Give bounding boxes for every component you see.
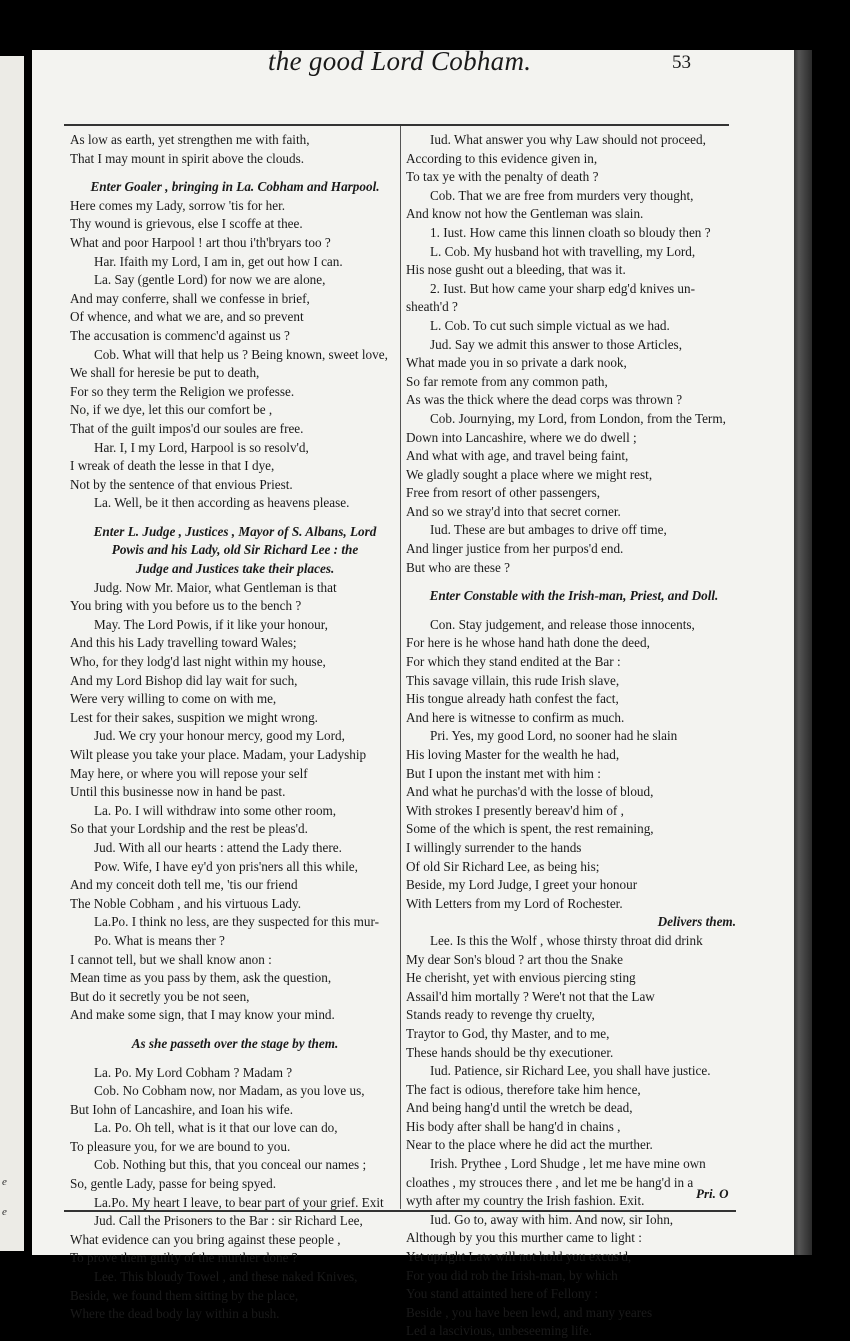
text-line: Free from resort of other passengers, <box>406 485 601 501</box>
text-line: Har. Ifaith my Lord, I am in, get out how I can. <box>94 253 343 269</box>
text-line: And make some sign, that I may know your mind. <box>70 1007 335 1023</box>
text-line: 2. Iust. But how came your sharp edg'd knives un- <box>430 280 695 296</box>
text-line: La. Po. Oh tell, what is it that our love can do, <box>94 1120 338 1136</box>
running-title: the good Lord Cobham. <box>268 46 532 76</box>
text-line: His tongue already hath confest the fact, <box>406 691 619 707</box>
text-line: So, gentle Lady, passe for being spyed. <box>70 1176 277 1192</box>
text-line: You stand attainted here of Fellony : <box>406 1286 599 1302</box>
text-line: L. Cob. To cut such simple victual as we had. <box>430 317 670 333</box>
text-line: His body after shall be hang'd in chains , <box>406 1118 621 1134</box>
text-line: Cob. Nothing but this, that you conceal our names ; <box>94 1157 367 1173</box>
text-line: 1. Iust. How came this linnen cloath so bloudy then ? <box>430 224 711 240</box>
text-line: Led a lascivious, unbeseeming life. <box>406 1323 593 1339</box>
text-line: Some of the which is spent, the rest remaining, <box>406 821 654 837</box>
text-line: As was the thick where the dead corps was thrown ? <box>406 392 683 408</box>
text-line: This savage villain, this rude Irish slave, <box>406 672 620 688</box>
catchword: Pri. O <box>696 1186 729 1201</box>
text-line: La.Po. I think no less, are they suspected for this mur- <box>94 914 380 930</box>
text-line: And linger justice from her purpos'd end. <box>406 541 624 557</box>
text-line: Jud. Call the Prisoners to the Bar : sir Richard Lee, <box>94 1213 363 1229</box>
text-line: Wilt please you take your place. Madam, your Ladyship <box>70 747 367 762</box>
text-line: Jud. We cry your honour mercy, good my Lord, <box>94 728 345 744</box>
text-line: Who, for they lodg'd last night within my house, <box>70 654 326 670</box>
line-gap <box>406 606 742 616</box>
stage-direction: As she passeth over the stage by them. <box>131 1035 339 1051</box>
text-line: Pri. Yes, my good Lord, no sooner had he slain <box>430 728 678 744</box>
text-line: His loving Master for the wealth he had, <box>406 747 620 762</box>
text-line: La. Well, be it then according as heavens please. <box>94 495 350 511</box>
text-line: The Noble Cobham , and his virtuous Lady. <box>70 895 301 911</box>
text-line: Jud. Say we admit this answer to those Articles, <box>430 336 682 352</box>
text-line: Were very willing to come on with me, <box>70 691 277 707</box>
facing-page-fragment: e <box>2 1176 7 1188</box>
text-line: Yet upright Law will not hold you excus'd, <box>406 1249 632 1265</box>
line-gap <box>406 577 742 587</box>
text-line: Stands ready to revenge thy cruelty, <box>406 1007 595 1023</box>
text-line: With strokes I presently bereav'd him of , <box>406 802 624 818</box>
text-line: We shall for heresie be put to death, <box>70 365 260 381</box>
text-line: Irish. Prythee , Lord Shudge , let me have mine own <box>430 1156 706 1172</box>
text-line: For which they stand endited at the Bar : <box>406 654 621 670</box>
text-line: For you did rob the Irish-man, by which <box>406 1267 618 1283</box>
text-line: La. Po. My Lord Cobham ? Madam ? <box>94 1064 293 1080</box>
text-line: Iud. Go to, away with him. And now, sir Iohn, <box>430 1211 674 1227</box>
text-line: Cob. No Cobham now, nor Madam, as you love us, <box>94 1083 365 1099</box>
text-line: And my conceit doth tell me, 'tis our friend <box>70 877 298 893</box>
text-line: And being hang'd until the wretch be dead, <box>406 1100 633 1116</box>
text-line: As low as earth, yet strengthen me with faith, <box>70 132 310 147</box>
text-line: Judg. Now Mr. Maior, what Gentleman is that <box>94 579 337 595</box>
text-line: And what with age, and travel being faint, <box>406 448 629 464</box>
text-line: To pleasure you, for we are bound to you. <box>70 1138 291 1154</box>
text-line: La.Po. My heart I leave, to bear part of your grief. Exit <box>94 1194 384 1210</box>
text-line: What evidence can you bring against these people , <box>70 1231 341 1247</box>
text-line: The accusation is commenc'd against us ? <box>70 327 290 343</box>
text-line: Of old Sir Richard Lee, as being his; <box>406 858 600 874</box>
text-line: What made you in so private a dark nook, <box>406 355 627 371</box>
text-line: May here, or where you will repose your self <box>70 765 308 781</box>
text-line: Thy wound is grievous, else I scoffe at thee. <box>70 216 303 232</box>
text-line: wyth after my country the Irish fashion. Exit. <box>406 1193 645 1209</box>
stage-direction: Enter Goaler , bringing in La. Cobham and Harpool. <box>90 179 380 195</box>
text-line: And this his Lady travelling toward Wales; <box>70 635 297 651</box>
line-gap <box>70 1054 400 1064</box>
text-line: But I upon the instant met with him : <box>406 765 601 781</box>
text-line: Iud. These are but ambages to drive off time, <box>430 522 667 538</box>
text-line: But who are these ? <box>406 559 510 575</box>
line-gap <box>70 168 400 178</box>
text-line: sheath'd ? <box>406 299 458 315</box>
text-line: And here is witnesse to confirm as much. <box>406 709 625 725</box>
text-line: These hands should be thy executioner. <box>406 1044 614 1060</box>
text-line: Pow. Wife, I have ey'd yon pris'ners all this while, <box>94 858 358 874</box>
column-divider <box>400 126 401 1209</box>
text-line: Con. Stay judgement, and release those innocents, <box>430 616 695 632</box>
text-line: Until this businesse now in hand be past. <box>70 784 286 800</box>
right-column <box>406 131 742 1341</box>
page-number: 53 <box>672 52 691 73</box>
stage-direction: Enter Constable with the Irish-man, Priest, and Doll. <box>429 588 719 604</box>
text-line: To prove them guilty of the murther done ? <box>70 1250 298 1266</box>
text-line: Beside, we found them sitting by the place, <box>70 1287 299 1303</box>
text-line: For so they term the Religion we professe. <box>70 383 295 399</box>
text-line: cloathes , my strouces there , and let me be hang'd in a <box>406 1174 694 1190</box>
text-line: Lest for their sakes, suspition we might wrong. <box>70 709 318 725</box>
text-line: Lee. This bloudy Towel , and these naked Knives, <box>94 1269 358 1285</box>
text-line: Not by the sentence of that envious Priest. <box>70 476 293 492</box>
stage-direction: Enter L. Judge , Justices , Mayor of S. Albans, Lord <box>93 523 377 539</box>
text-line: To tax ye with the penalty of death ? <box>406 169 599 185</box>
text-line: And my Lord Bishop did lay wait for such, <box>70 672 298 688</box>
text-line: My dear Son's bloud ? art thou the Snake <box>406 951 624 967</box>
text-line: Po. What is means ther ? <box>94 932 225 948</box>
text-line: For here is he whose hand hath done the deed, <box>406 635 650 651</box>
facing-page-fragment: e <box>2 1206 7 1218</box>
text-line: Har. I, I my Lord, Harpool is so resolv'd, <box>94 439 309 455</box>
text-line: La. Po. I will withdraw into some other room, <box>94 802 337 818</box>
text-line: Near to the place where he did act the murther. <box>406 1137 653 1153</box>
text-line: Cob. What will that help us ? Being known, sweet love, <box>94 346 388 362</box>
text-line: His nose gusht out a bleeding, that was it. <box>406 262 626 278</box>
text-line: Lee. Is this the Wolf , whose thirsty throat did drink <box>430 932 703 948</box>
text-line: Iud. Patience, sir Richard Lee, you shall have justice. <box>430 1063 711 1079</box>
text-line: I willingly surrender to the hands <box>406 839 582 855</box>
text-line: He cherisht, yet with envious piercing sting <box>406 970 636 986</box>
stage-direction: Judge and Justices take their places. <box>135 561 335 577</box>
text-line: Down into Lancashire, where we do dwell ; <box>406 429 637 445</box>
text-line: Traytor to God, thy Master, and to me, <box>406 1025 610 1041</box>
text-line: With Letters from my Lord of Rochester. <box>406 895 623 911</box>
text-line: And what he purchas'd with the losse of bloud, <box>406 784 654 800</box>
page-header <box>30 44 710 84</box>
header-rule <box>64 124 729 126</box>
text-line: You bring with you before us to the bench ? <box>70 598 302 614</box>
text-line: Iud. What answer you why Law should not proceed, <box>430 132 706 147</box>
text-line: Mean time as you pass by them, ask the question, <box>70 970 332 986</box>
text-line: That of the guilt impos'd our soules are free. <box>70 420 304 436</box>
text-line: But Iohn of Lancashire, and Ioan his wife. <box>70 1101 294 1117</box>
text-line: I wreak of death the lesse in that I dye, <box>70 458 275 474</box>
text-line: L. Cob. My husband hot with travelling, my Lord, <box>430 243 696 259</box>
text-line: Cob. Journying, my Lord, from London, from the Term, <box>430 410 726 426</box>
text-line: Beside, my Lord Judge, I greet your honour <box>406 877 638 893</box>
text-line: What and poor Harpool ! art thou i'th'bryars too ? <box>70 234 331 250</box>
text-line: Cob. That we are free from murders very thought, <box>430 187 694 203</box>
text-line: Where the dead body lay within a bush. <box>70 1306 280 1322</box>
text-line: Assail'd him mortally ? Were't not that the Law <box>406 988 655 1004</box>
text-line: And may conferre, shall we confesse in brief, <box>70 290 310 306</box>
text-line: We gladly sought a place where we might rest, <box>406 466 653 482</box>
text-line: Here comes my Lady, sorrow 'tis for her. <box>70 197 286 213</box>
text-line: The fact is odious, therefore take him hence, <box>406 1081 641 1097</box>
text-line: Delivers them. <box>657 914 736 930</box>
text-line: I cannot tell, but we shall know anon : <box>70 951 272 967</box>
text-line: So that your Lordship and the rest be pleas'd. <box>70 821 308 837</box>
text-line: Jud. With all our hearts : attend the Lady there. <box>94 839 342 855</box>
text-line: And know not how the Gentleman was slain. <box>406 206 644 222</box>
left-column <box>70 131 400 1324</box>
line-gap <box>70 1025 400 1035</box>
text-line: Beside , you have been lewd, and many yeares <box>406 1304 653 1320</box>
facing-page-edge <box>0 56 24 1251</box>
stage-direction: Powis and his Lady, old Sir Richard Lee : the <box>111 542 359 558</box>
line-gap <box>70 513 400 523</box>
text-line: Of whence, and what we are, and so prevent <box>70 309 304 325</box>
text-line: Although by you this murther came to light : <box>406 1230 642 1246</box>
text-line: According to this evidence given in, <box>406 150 598 166</box>
text-line: No, if we dye, let this our comfort be , <box>70 402 273 418</box>
text-line: So far remote from any common path, <box>406 373 608 389</box>
text-line: La. Say (gentle Lord) for now we are alone, <box>94 272 326 288</box>
text-line: That I may mount in spirit above the clouds. <box>70 150 305 166</box>
text-line: May. The Lord Powis, if it like your honour, <box>94 616 328 632</box>
text-line: And so we stray'd into that secret corner. <box>406 503 621 519</box>
text-line: But do it secretly you be not seen, <box>70 988 250 1004</box>
